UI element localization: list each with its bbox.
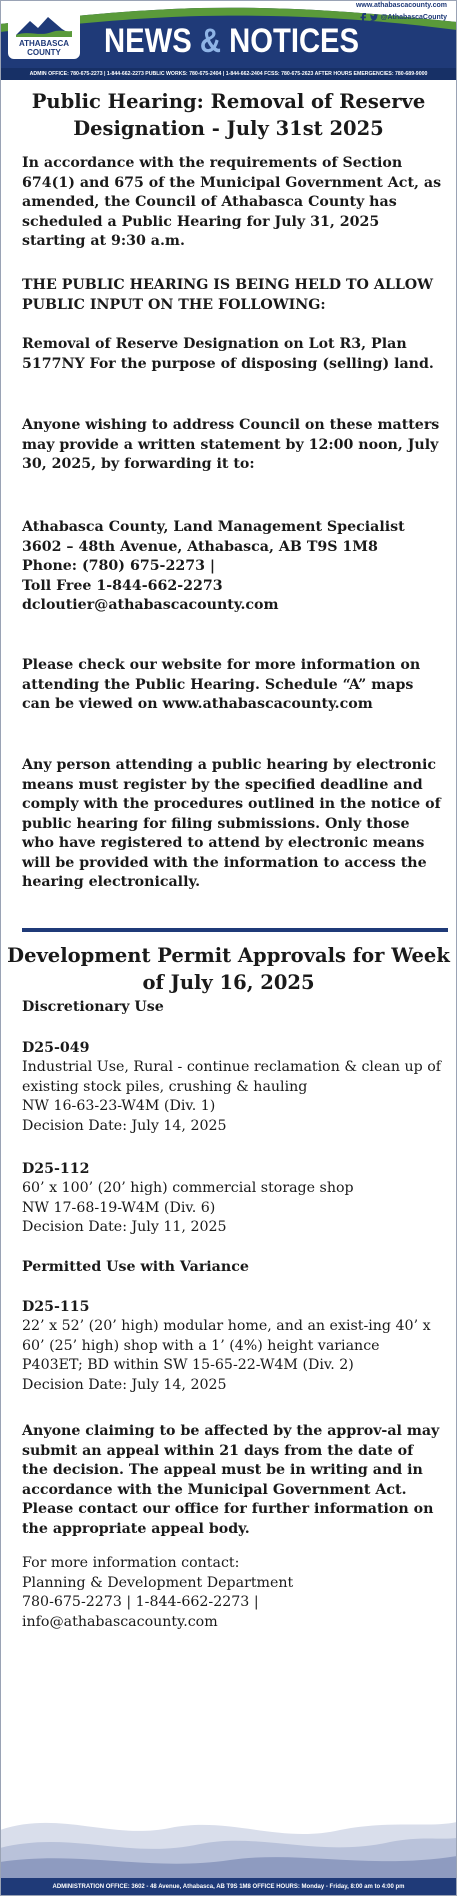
hearing-submission-instructions: Anyone wishing to address Council on these matters may provide a written statement by 12:00 noon, July 30, 2025, by forwarding it to: — [22, 417, 440, 472]
permit-details: 60’ x 100’ (20’ high) commercial storage shop NW 17-68-19-W4M (Div. 6) Decision Date: July 11, 2025 — [22, 1180, 354, 1235]
hearing-website-info: Please check our website for more information on attending the Public Hearing. Schedule “A” maps can be viewed on www.athabascacounty.com — [22, 657, 421, 712]
hearing-intro: In accordance with the requirements of Section 674(1) and 675 of the Municipal Government Act, as amended, the Council of Athabasca County has scheduled a Public Hearing for July 31, 2025 starting at 9:30 a.m. — [22, 155, 442, 249]
permit-number: D25-112 — [22, 1161, 90, 1177]
website-text: www.athabascacounty.com — [355, 2, 447, 9]
permits-title: Development Permit Approvals for Week of July 16, 2025 — [7, 944, 450, 994]
hearing-contact-address: Athabasca County, Land Management Specialist 3602 – 48th Avenue, Athabasca, AB T9S 1M8 Phone: (780) 675-2273 | Toll Free 1-844-662-2273 dcloutier@athabascacounty.com — [22, 519, 405, 613]
hearing-electronic-attendance: Any person attending a public hearing by electronic means must register by the specified deadline and comply with the procedures outlined in the notice of public hearing for filing submissions. Only those who have registered to attend by electronic means will be provided with the information to access the hearing electronically. — [22, 757, 441, 890]
appeal-notice: Anyone claiming to be affected by the approv-al may submit an appeal within 21 days from the date of the decision. The appeal must be in writing and in accordance with the Municipal Government Act. Please contact our office for further information on the appropriate appeal body. — [22, 1423, 440, 1537]
hearing-purpose-heading: THE PUBLIC HEARING IS BEING HELD TO ALLOW PUBLIC INPUT ON THE FOLLOWING: — [22, 277, 434, 313]
permit-number: D25-115 — [22, 1299, 90, 1315]
permits-contact-info: For more information contact: Planning & Development Department 780-675-2273 | 1-844-662-2273 | info@athabascacounty.com — [22, 1555, 294, 1630]
permit-details: 22’ x 52’ (20’ high) modular home, and an exist-ing 40’ x 60’ (25’ high) shop with a 1’ (4%) height variance P403ET; BD within SW 15-65-22-W4M (Div. 2) Decision Date: July 14, 2025 — [22, 1318, 431, 1393]
permit-number: D25-049 — [22, 1040, 90, 1056]
hearing-subject: Removal of Reserve Designation on Lot R3, Plan 5177NY For the purpose of disposing (selling) land. — [22, 336, 434, 372]
variance-heading: Permitted Use with Variance — [22, 1259, 249, 1275]
footer-bar: ADMINISTRATION OFFICE: 3602 - 48 Avenue, Athabasca, AB T9S 1M8 OFFICE HOURS: Monday - Friday, 8:00 am to 4:00 pm — [0, 1878, 457, 1896]
logo-wordmark: ATHABASCA COUNTY — [18, 39, 70, 57]
discretionary-use-heading: Discretionary Use — [22, 999, 164, 1015]
banner-title-notices: NOTICES — [220, 22, 360, 60]
banner-title-ampersand: & — [199, 22, 221, 60]
hearing-title: Public Hearing: Removal of Reserve Designation - July 31st 2025 — [31, 90, 426, 140]
social-handle[interactable]: @AthabascaCounty — [380, 14, 447, 21]
banner-title-news: NEWS — [104, 22, 200, 60]
header-contact-bar: ADMIN OFFICE: 780-675-2273 | 1-844-662-2273 PUBLIC WORKS: 780-675-2404 | 1-844-662-2404 FCSS: 780-675-2623 AFTER HOURS EMERGENCIES: 780-689-9000 — [0, 68, 457, 80]
permit-details: Industrial Use, Rural - continue reclamation & clean up of existing stock piles, crushing & hauling NW 16-63-23-W4M (Div. 1) Decision Date: July 14, 2025 — [22, 1059, 441, 1134]
